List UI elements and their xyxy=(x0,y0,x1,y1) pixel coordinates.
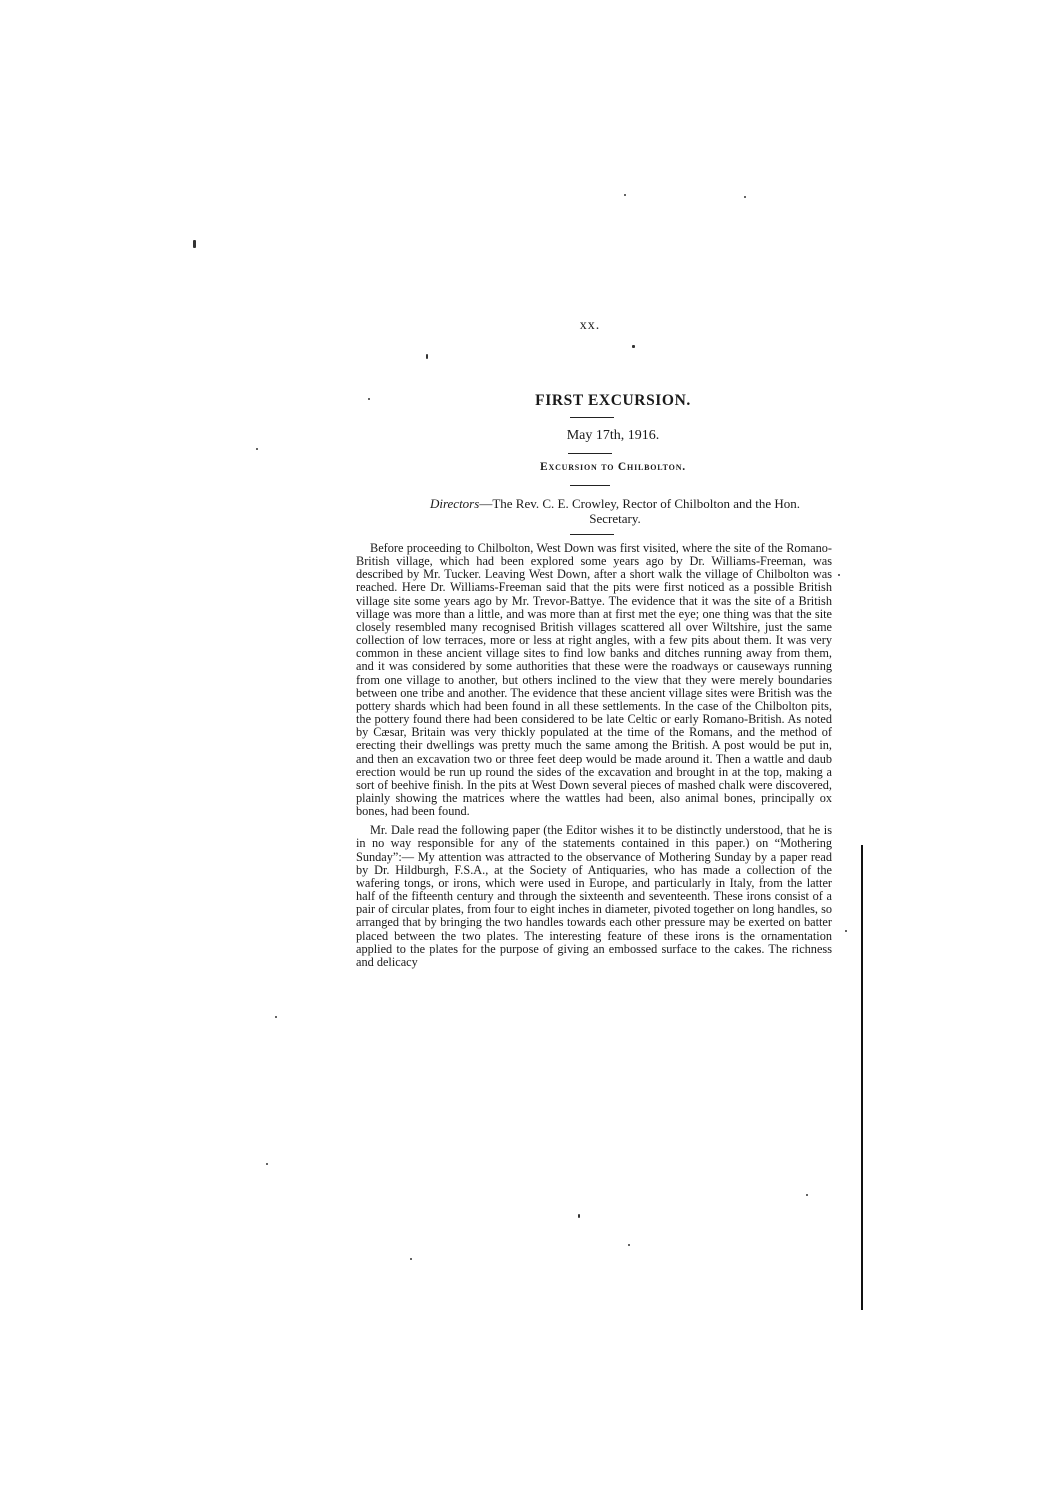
scan-speck xyxy=(410,1258,412,1260)
scan-speck xyxy=(624,194,626,196)
scan-speck xyxy=(193,240,196,248)
scan-speck xyxy=(266,1163,268,1165)
scan-speck xyxy=(744,196,746,198)
scan-speck xyxy=(806,1194,808,1196)
page-title: FIRST EXCURSION. xyxy=(535,392,691,409)
scan-speck xyxy=(628,1244,630,1246)
scan-speck xyxy=(426,354,428,359)
paragraph-west-down: Before proceeding to Chilbolton, West Down was first visited, where the site of the Romano-British village, which had been explored some years ago by Dr. Williams-Freeman, was described by Mr. Tucker. Leaving West Down, after a short walk the village of Chilbolton was reached. Here Dr. Williams-Freeman said that the pits were first noticed as a possible British village site some years ago by Mr. Trevor-Battye. The evidence that it was the site of a British village was more than a little, and was more than at first met the eye; one thing was that the site closely resembled many recognised British villages scattered all over Wiltshire, just the same collection of low terraces, more or less at right angles, with a few pits about them. It was very common in these ancient village sites to find low banks and ditches running away from them, and it was considered by some authorities that these were the roadways or causeways running from one village to another, but others inclined to the view that they were merely boundaries between one tribe and another. The evidence that these ancient village sites were British was the pottery shards which had been found in all these settlements. In the case of the Chilbolton pits, the pottery found there had been considered to be late Celtic or early Romano-British. As noted by Cæsar, Britain was very thickly populated at the time of the Romans, and the method of erecting their dwellings was pretty much the same among the British. A post would be put in, and then an excavation two or three feet deep would be made around it. Then a wattle and daub erection would be run up round the sides of the excavation and brought in at the top, making a sort of beehive finish. In the pits at West Down several pieces of mashed chalk were discovered, plainly showing the matrices where the wattles had been, also animal bones, principally ox bones, had been found. xyxy=(356,541,832,819)
scan-speck xyxy=(368,398,370,400)
directors-rule xyxy=(570,534,614,535)
margin-scan-line xyxy=(861,845,863,1310)
scan-speck xyxy=(845,930,847,932)
scan-speck xyxy=(256,448,258,450)
subtitle-rule xyxy=(570,485,610,486)
directors-text: —The Rev. C. E. Crowley, Rector of Chilbolton and the Hon. Secretary. xyxy=(479,496,801,526)
scan-speck xyxy=(632,345,635,348)
page-number: xx. xyxy=(579,318,601,333)
directors-line xyxy=(405,496,825,526)
excursion-subtitle: Excursion to Chilbolton. xyxy=(540,461,686,473)
body-text xyxy=(356,542,832,975)
scan-speck xyxy=(578,1214,580,1218)
paragraph-mothering-sunday: Mr. Dale read the following paper (the Editor wishes it to be distinctly understood, that he is in no way responsible for any of the statements contained in this paper.) on “Mothering Sunday”:— My attention was attracted to the observance of Mothering Sunday by a paper read by Dr. Hildburgh, F.S.A., at the Society of Antiquaries, who has made a collection of the wafering tongs, or irons, which were used in Europe, and particularly in Italy, from the latter half of the fifteenth century and through the sixteenth and seventeenth. These irons consist of a pair of circular plates, from four to eight inches in diameter, pivoted together on long handles, so arranged that by bringing the two handles towards each other pressure may be exerted on batter placed between the two plates. The interesting feature of these irons is the ornamentation applied to the plates for the purpose of giving an embossed surface to the cakes. The richness and delicacy xyxy=(356,823,832,969)
directors-label: Directors xyxy=(429,496,480,511)
excursion-date: May 17th, 1916. xyxy=(566,428,660,443)
title-rule xyxy=(570,417,614,418)
scan-speck xyxy=(275,1016,277,1018)
date-rule xyxy=(568,453,612,454)
scan-speck xyxy=(838,574,840,576)
